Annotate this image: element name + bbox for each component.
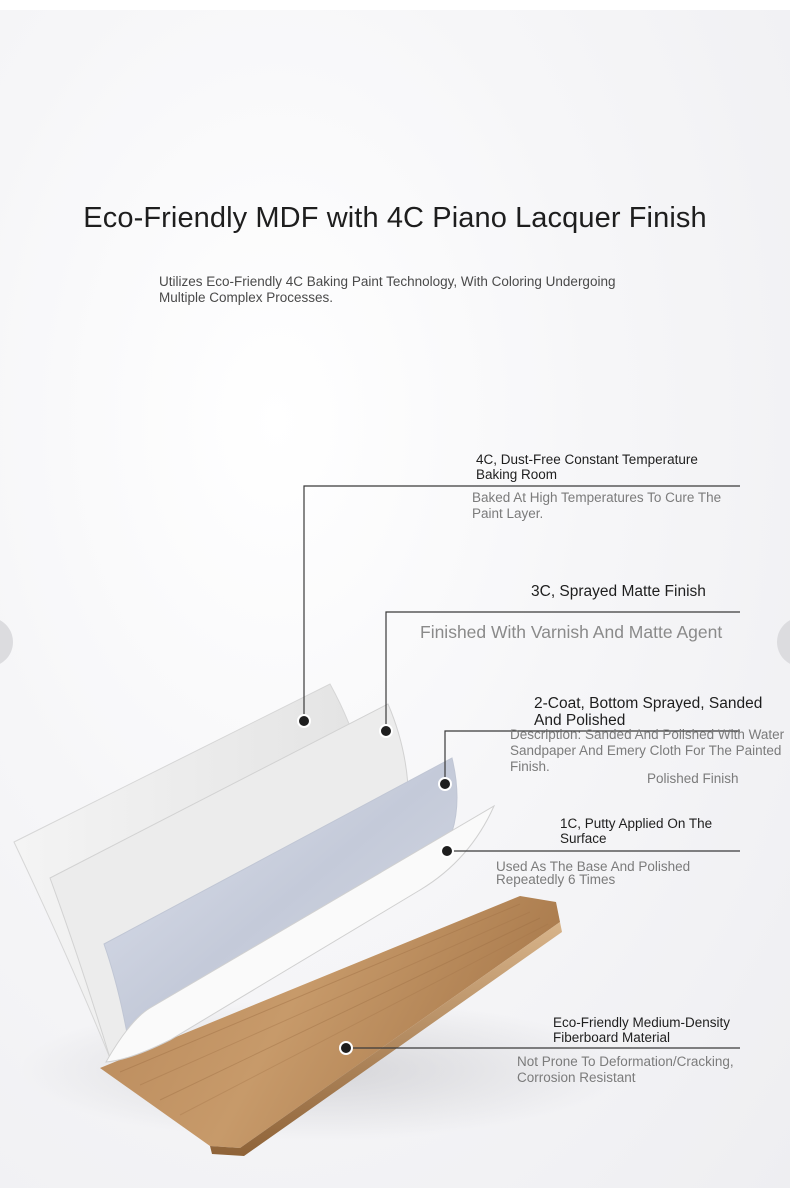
page-title: Eco-Friendly MDF with 4C Piano Lacquer Finish	[83, 202, 707, 234]
marker-2c	[439, 778, 451, 790]
layer-4c-label: 4C, Dust-Free Constant Temperature Baking Room	[476, 452, 698, 482]
layer-4c-description: Baked At High Temperatures To Cure The Paint Layer.	[472, 490, 722, 521]
layer-2c-description: Description: Sanded And Polished With Water Sandpaper And Emery Cloth For The Painted Finish.	[510, 727, 785, 774]
marker-4c	[298, 715, 310, 727]
marker-1c	[441, 845, 453, 857]
layer-1c-label: 1C, Putty Applied On The Surface	[560, 816, 713, 846]
marker-3c	[380, 725, 392, 737]
page-subtitle: Utilizes Eco-Friendly 4C Baking Paint Technology, With Coloring Undergoing Multiple Complex Processes.	[159, 274, 616, 305]
layer-2c-label: 2-Coat, Bottom Sprayed, Sanded And Polished	[534, 695, 763, 729]
layer-3c-label: 3C, Sprayed Matte Finish	[531, 583, 706, 600]
layer-mdf-label: Eco-Friendly Medium-Density Fiberboard Material	[553, 1015, 731, 1045]
layer-1c-description: Used As The Base And Polished Repeatedly 6 Times	[496, 859, 691, 887]
marker-mdf	[340, 1042, 352, 1054]
bottom-border	[0, 1188, 790, 1202]
layer-3c-description: Finished With Varnish And Matte Agent	[420, 622, 723, 642]
layer-2c-note: Polished Finish	[647, 771, 739, 786]
layer-mdf-description: Not Prone To Deformation/Cracking, Corrosion Resistant	[517, 1054, 734, 1085]
